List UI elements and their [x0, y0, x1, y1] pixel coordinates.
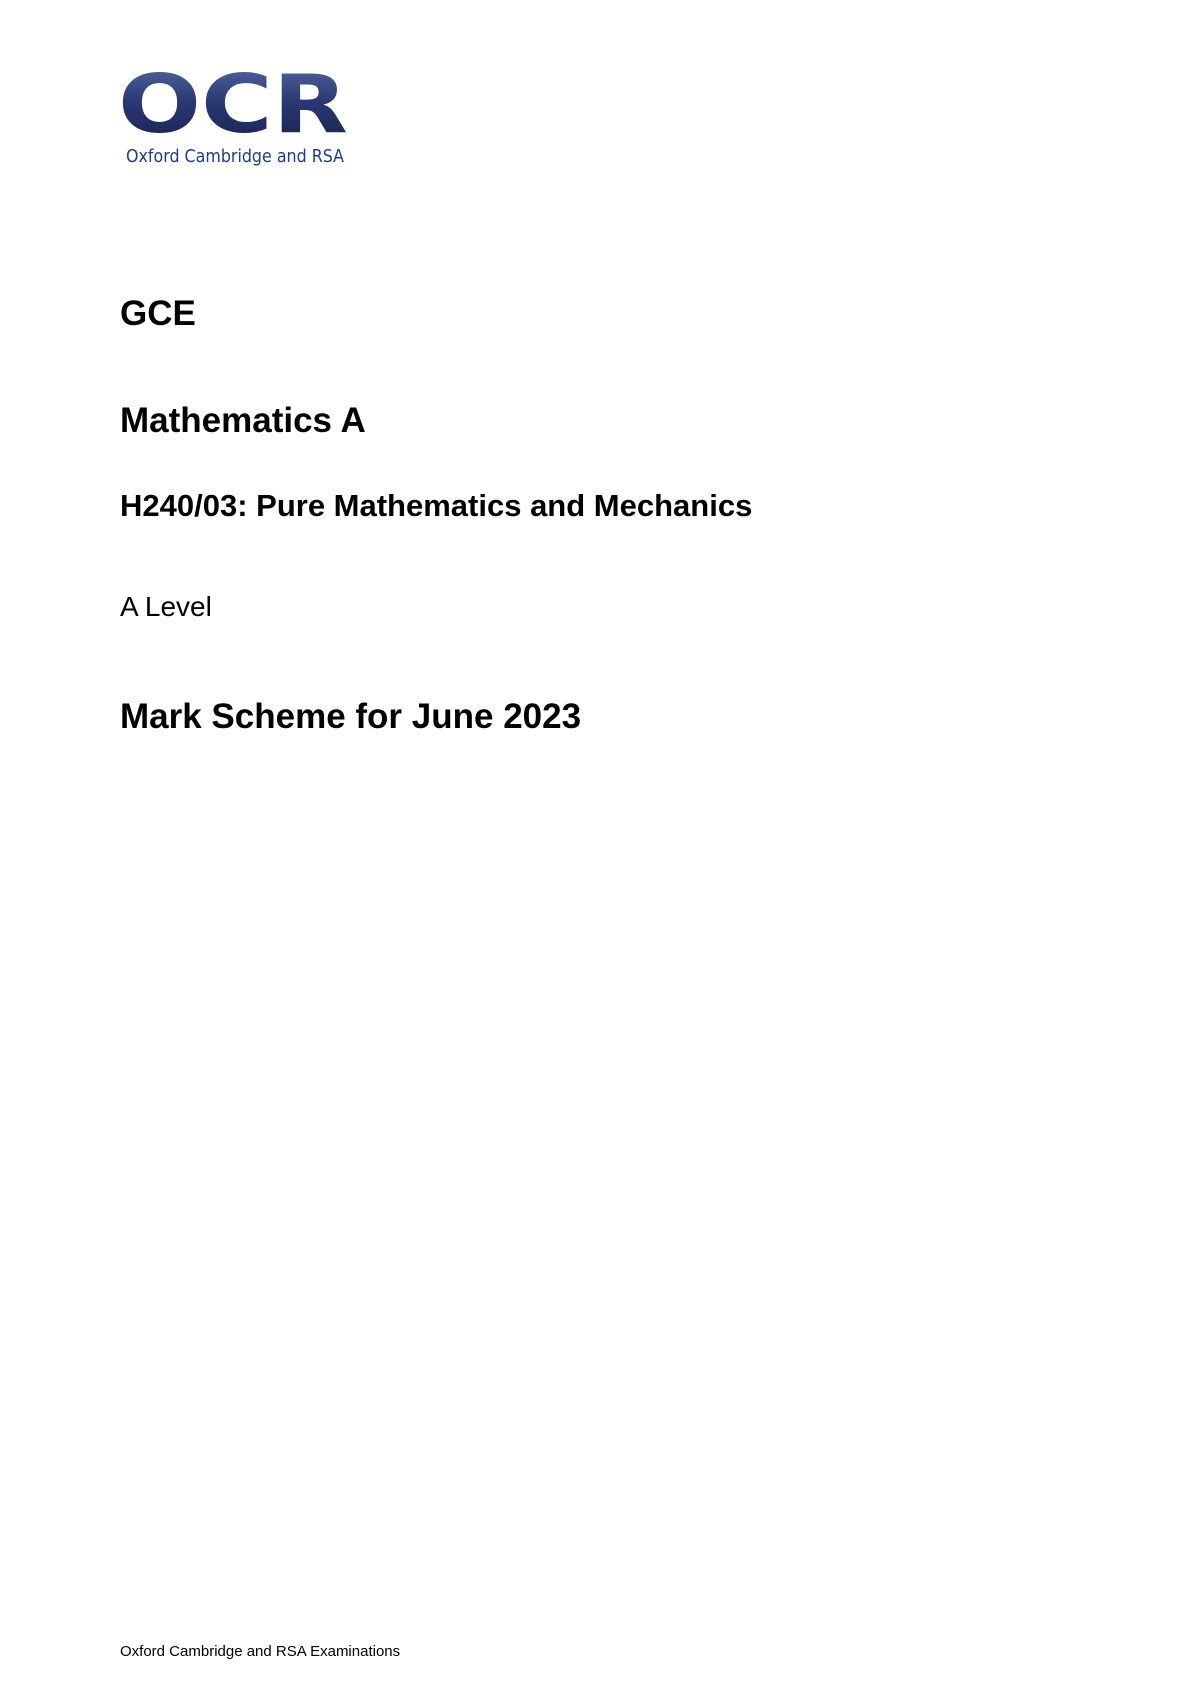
- mark-scheme-title: Mark Scheme for June 2023: [120, 697, 582, 736]
- ocr-wordmark: OCR: [118, 58, 348, 151]
- paper-title: H240/03: Pure Mathematics and Mechanics: [120, 488, 753, 523]
- ocr-logo: [118, 58, 358, 167]
- qualification-heading: GCE: [120, 294, 196, 333]
- ocr-tagline: Oxford Cambridge and RSA: [126, 146, 345, 167]
- ocr-logo-mark: [118, 58, 358, 167]
- subject-heading: Mathematics A: [120, 401, 366, 440]
- level-label: A Level: [120, 591, 212, 622]
- footer-text: Oxford Cambridge and RSA Examinations: [120, 1643, 401, 1660]
